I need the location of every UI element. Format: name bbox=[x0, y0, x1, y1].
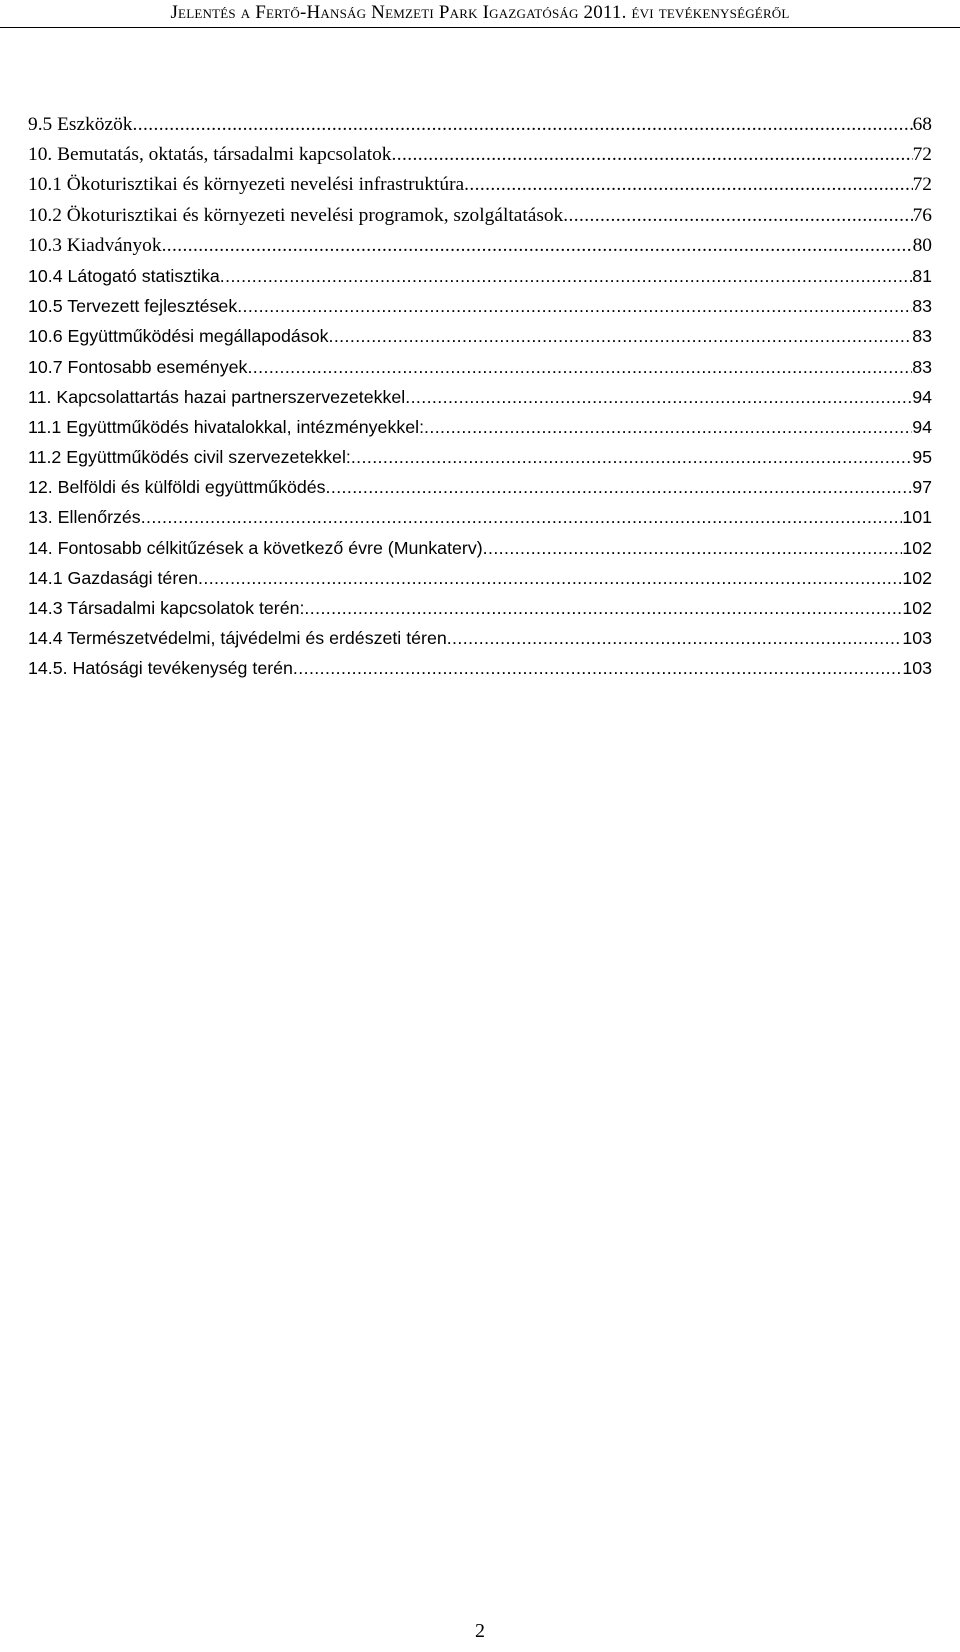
toc-leader-dots bbox=[132, 110, 912, 140]
toc-entry[interactable] bbox=[28, 623, 932, 653]
toc-entry[interactable] bbox=[28, 261, 932, 291]
toc-entry-page: 81 bbox=[912, 265, 932, 286]
page-number: 2 bbox=[475, 1620, 485, 1642]
toc-entry-page: 95 bbox=[912, 447, 932, 468]
toc-leader-dots bbox=[447, 623, 903, 653]
toc-entry-label: 11.1 Együttműködés hivatalokkal, intézményekkel: bbox=[28, 416, 425, 437]
toc-leader-dots bbox=[162, 231, 913, 261]
toc-entry-page: 103 bbox=[902, 658, 932, 679]
toc-entry-page: 97 bbox=[912, 477, 932, 498]
toc-leader-dots bbox=[247, 352, 912, 382]
toc-entry[interactable] bbox=[28, 563, 932, 593]
toc-entry-label: 14. Fontosabb célkitűzések a következő évre (Munkaterv) bbox=[28, 537, 483, 558]
toc-entry[interactable] bbox=[28, 593, 932, 623]
toc-entry[interactable] bbox=[28, 231, 932, 261]
toc-entry-label: 12. Belföldi és külföldi együttműködés bbox=[28, 477, 326, 498]
toc-leader-dots bbox=[141, 502, 903, 532]
toc-entry-label: 10.7 Fontosabb események bbox=[28, 356, 248, 377]
toc-entry[interactable] bbox=[28, 382, 932, 412]
toc-entry-page: 101 bbox=[902, 507, 932, 528]
toc-entry[interactable] bbox=[28, 352, 932, 382]
toc-entry-page: 83 bbox=[912, 356, 932, 377]
toc-entry[interactable] bbox=[28, 442, 932, 472]
toc-entry-label: 11. Kapcsolattartás hazai partnerszervezetekkel bbox=[28, 386, 406, 407]
toc-leader-dots bbox=[405, 382, 912, 412]
toc-leader-dots bbox=[198, 563, 902, 593]
toc-entry[interactable] bbox=[28, 653, 932, 683]
toc-entry[interactable] bbox=[28, 140, 932, 170]
toc-entry[interactable] bbox=[28, 321, 932, 351]
toc-entry-page: 102 bbox=[902, 598, 932, 618]
toc-entry[interactable] bbox=[28, 201, 932, 231]
toc-entry-page: 102 bbox=[902, 537, 932, 558]
toc-entry-label: 14.4 Természetvédelmi, tájvédelmi és erdészeti téren bbox=[28, 628, 447, 649]
toc-entry-label: 9.5 Eszközök bbox=[28, 114, 133, 135]
toc-leader-dots bbox=[563, 201, 912, 231]
toc-entry[interactable] bbox=[28, 291, 932, 321]
toc-entry-label: 10.5 Tervezett fejlesztések bbox=[28, 296, 238, 317]
toc-leader-dots bbox=[464, 170, 912, 200]
toc-entry-label: 10.6 Együttműködési megállapodások bbox=[28, 326, 329, 347]
running-header bbox=[0, 0, 960, 28]
toc-entry[interactable] bbox=[28, 170, 932, 200]
toc-entry[interactable] bbox=[28, 412, 932, 442]
toc-entry[interactable] bbox=[28, 472, 932, 502]
toc-entry-label: 14.1 Gazdasági téren bbox=[28, 567, 199, 588]
toc-entry-label: 10.4 Látogató statisztika bbox=[28, 265, 220, 286]
toc-entry-page: 72 bbox=[912, 144, 932, 166]
toc-entry-label: 10.1 Ökoturisztikai és környezeti nevelési infrastruktúra bbox=[28, 174, 465, 196]
toc-entry-label: 10. Bemutatás, oktatás, társadalmi kapcsolatok bbox=[28, 144, 392, 166]
toc-leader-dots bbox=[237, 291, 912, 321]
toc-entry[interactable] bbox=[28, 110, 932, 140]
header-title: Jelentés a Fertő-Hanság Nemzeti Park Igazgatóság 2011. évi tevékenységéről bbox=[170, 2, 790, 23]
toc-leader-dots bbox=[351, 442, 912, 472]
toc-leader-dots bbox=[391, 140, 912, 170]
toc-entry-label: 11.2 Együttműködés civil szervezetekkel: bbox=[28, 447, 351, 468]
toc-entry-page: 83 bbox=[912, 296, 932, 317]
toc-entry-page: 83 bbox=[912, 326, 932, 347]
toc-entry[interactable] bbox=[28, 533, 932, 563]
toc-entry[interactable] bbox=[28, 502, 932, 532]
toc-leader-dots bbox=[304, 593, 902, 623]
toc-entry-page: 72 bbox=[912, 174, 932, 196]
toc-leader-dots bbox=[326, 472, 913, 502]
toc-entry-page: 68 bbox=[912, 114, 932, 135]
toc-entry-label: 14.5. Hatósági tevékenység terén bbox=[28, 658, 293, 679]
toc-entry-label: 10.2 Ökoturisztikai és környezeti nevelési programok, szolgáltatások bbox=[28, 204, 564, 226]
toc-leader-dots bbox=[220, 261, 912, 291]
toc-leader-dots bbox=[293, 653, 902, 683]
toc-leader-dots bbox=[329, 321, 913, 351]
toc-entry-page: 94 bbox=[912, 386, 932, 407]
table-of-contents bbox=[28, 110, 932, 684]
toc-entry-page: 76 bbox=[912, 204, 932, 226]
toc-entry-label: 14.3 Társadalmi kapcsolatok terén: bbox=[28, 598, 305, 618]
toc-entry-page: 102 bbox=[902, 567, 932, 588]
toc-entry-label: 13. Ellenőrzés bbox=[28, 507, 141, 528]
header-rule bbox=[0, 27, 960, 28]
toc-entry-page: 94 bbox=[912, 416, 932, 437]
toc-leader-dots bbox=[424, 412, 912, 442]
toc-entry-page: 80 bbox=[912, 234, 932, 256]
toc-entry-page: 103 bbox=[902, 628, 932, 649]
toc-leader-dots bbox=[483, 533, 903, 563]
toc-entry-label: 10.3 Kiadványok bbox=[28, 234, 162, 256]
